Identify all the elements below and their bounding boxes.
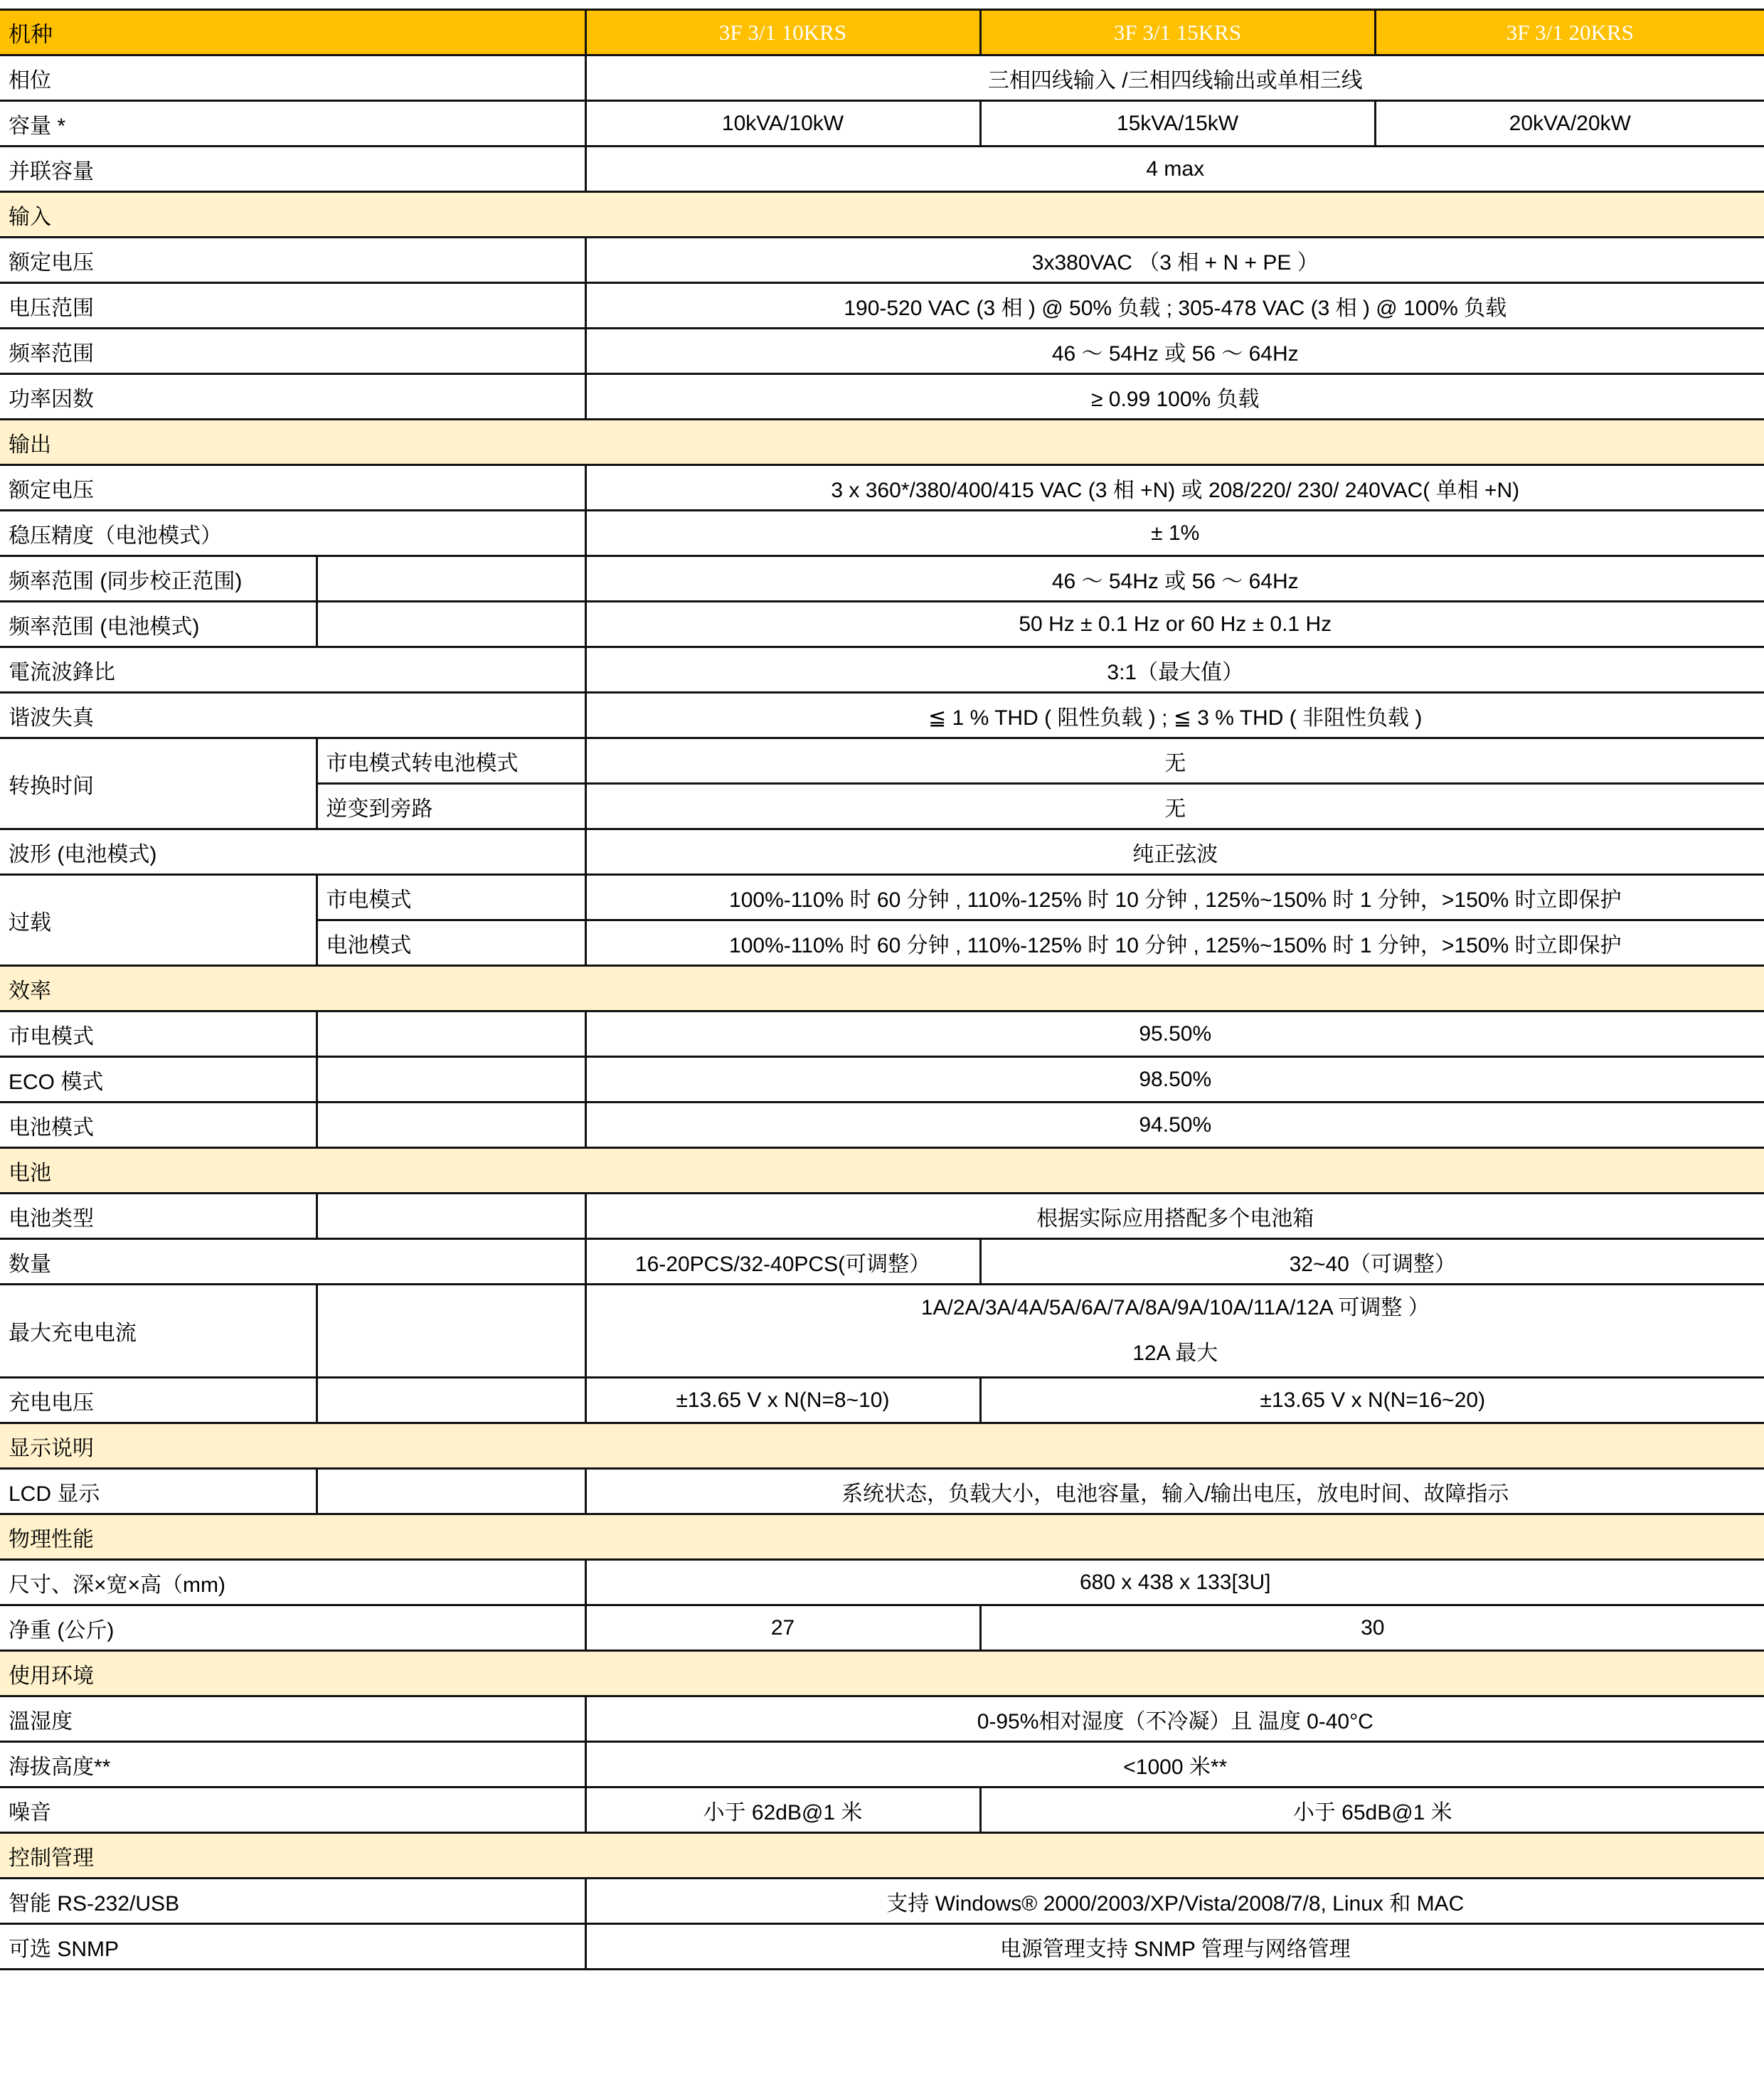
table-row [0,556,1764,602]
cell-value: 16-20PCS/32-40PCS(可调整） [585,1239,980,1285]
row-label: 转换时间 [0,738,317,829]
cell-value: ±13.65 V x N(N=16~20) [980,1378,1764,1423]
cell-value: 纯正弦波 [585,829,1764,875]
table-row [0,1742,1764,1788]
section-row [0,1651,1764,1696]
table-row [0,1924,1764,1970]
table-row [0,829,1764,875]
cell-value: 46 ～ 54Hz 或 56 ～ 64Hz [585,556,1764,602]
cell-value [317,1011,585,1057]
row-label: 显示说明 [0,1423,1764,1469]
table-row [0,738,1764,784]
cell-value: 95.50% [585,1011,1764,1057]
section-row [0,1423,1764,1469]
table-row [0,1560,1764,1605]
row-label: 波形 (电池模式) [0,829,585,875]
cell-value [317,1194,585,1239]
cell-value: 27 [585,1605,980,1651]
row-label: 智能 RS-232/USB [0,1879,585,1924]
cell-value: <1000 米** [585,1742,1764,1788]
table-row [0,1696,1764,1742]
row-label: 额定电压 [0,238,585,283]
row-label: 控制管理 [0,1833,1764,1879]
cell-value [317,1285,585,1378]
row-label: ECO 模式 [0,1057,317,1103]
row-label: 过载 [0,875,317,966]
cell-value: 3:1（最大值） [585,647,1764,693]
section-row [0,420,1764,465]
row-label: 海拔高度** [0,1742,585,1788]
row-label: 频率范围 (同步校正范围) [0,556,317,602]
table-row [0,1103,1764,1148]
table-row [0,647,1764,693]
table-row [0,147,1764,192]
table-row [0,1879,1764,1924]
row-label: 可选 SNMP [0,1924,585,1970]
section-row [0,1514,1764,1560]
row-label: 效率 [0,966,1764,1011]
table-row [0,238,1764,283]
cell-value: 三相四线输入 /三相四线输出或单相三线 [585,55,1764,101]
row-label: 频率范围 [0,329,585,374]
cell-value [317,1469,585,1514]
cell-value: 电源管理支持 SNMP 管理与网络管理 [585,1924,1764,1970]
row-label: 使用环境 [0,1651,1764,1696]
table-row [0,1285,1764,1378]
row-label: 净重 (公斤) [0,1605,585,1651]
cell-value: ≥ 0.99 100% 负载 [585,374,1764,420]
table-row [0,465,1764,511]
table-row [0,1011,1764,1057]
cell-value [585,1285,1764,1378]
cell-value: 100%-110% 时 60 分钟 , 110%-125% 时 10 分钟 , 125%~150% 时 1 分钟，>150% 时立即保护 [585,920,1764,966]
cell-value [317,1057,585,1103]
row-label: 尺寸、深×宽×高（mm) [0,1560,585,1605]
cell-value: 94.50% [585,1103,1764,1148]
table-row [0,1469,1764,1514]
row-label: 数量 [0,1239,585,1285]
cell-value: ±13.65 V x N(N=8~10) [585,1378,980,1423]
cell-line: 12A 最大 [1132,1342,1218,1365]
row-label: 额定电压 [0,465,585,511]
row-label: 相位 [0,55,585,101]
cell-value: 小于 62dB@1 米 [585,1788,980,1833]
spec-table-body [0,10,1764,1970]
table-row [0,283,1764,329]
cell-value: 3F 3/1 10KRS [585,10,980,55]
cell-value: 680 x 438 x 133[3U] [585,1560,1764,1605]
cell-value: 10kVA/10kW [585,101,980,147]
row-label: 电压范围 [0,283,585,329]
cell-value [317,556,585,602]
cell-value [317,1378,585,1423]
section-row [0,966,1764,1011]
cell-value: 小于 65dB@1 米 [980,1788,1764,1833]
table-row [0,1194,1764,1239]
cell-value: 无 [585,784,1764,829]
cell-value: ≦ 1 % THD ( 阻性负载 ) ; ≦ 3 % THD ( 非阻性负载 ) [585,693,1764,738]
table-row [0,1378,1764,1423]
row-label: LCD 显示 [0,1469,317,1514]
cell-value: 3F 3/1 20KRS [1375,10,1764,55]
table-row [0,101,1764,147]
cell-value: 根据实际应用搭配多个电池箱 [585,1194,1764,1239]
table-header-row [0,10,1764,55]
cell-value [317,602,585,647]
cell-value: 50 Hz ± 0.1 Hz or 60 Hz ± 0.1 Hz [585,602,1764,647]
row-label: 电池类型 [0,1194,317,1239]
cell-value: 无 [585,738,1764,784]
row-label: 容量 * [0,101,585,147]
table-row [0,1605,1764,1651]
cell-value: 30 [980,1605,1764,1651]
section-row [0,192,1764,238]
row-label: 市电模式 [317,875,585,920]
row-label: 频率范围 (电池模式) [0,602,317,647]
section-row [0,1148,1764,1194]
cell-line: 1A/2A/3A/4A/5A/6A/7A/8A/9A/10A/11A/12A 可调整 ） [920,1296,1430,1319]
row-label: 最大充电电流 [0,1285,317,1378]
cell-value: ± 1% [585,511,1764,556]
row-label: 电池 [0,1148,1764,1194]
row-label: 电池模式 [0,1103,317,1148]
row-label: 输出 [0,420,1764,465]
cell-value: 46 ～ 54Hz 或 56 ～ 64Hz [585,329,1764,374]
row-label: 噪音 [0,1788,585,1833]
table-row [0,1788,1764,1833]
table-row [0,511,1764,556]
row-label: 机种 [0,10,585,55]
row-label: 稳压精度（电池模式） [0,511,585,556]
cell-value: 系统状态，负载大小，电池容量，输入/输出电压，放电时间、故障指示 [585,1469,1764,1514]
spec-table [0,9,1764,1970]
cell-value: 3x380VAC （3 相 + N + PE ） [585,238,1764,283]
table-row [0,602,1764,647]
table-row [0,1057,1764,1103]
row-label: 逆变到旁路 [317,784,585,829]
cell-value [317,1103,585,1148]
row-label: 電流波鋒比 [0,647,585,693]
cell-value: 100%-110% 时 60 分钟 , 110%-125% 时 10 分钟 , 125%~150% 时 1 分钟，>150% 时立即保护 [585,875,1764,920]
cell-value: 3F 3/1 15KRS [980,10,1375,55]
table-row [0,875,1764,920]
cell-value: 190-520 VAC (3 相 ) @ 50% 负载 ; 305-478 VAC (3 相 ) @ 100% 负载 [585,283,1764,329]
row-label: 物理性能 [0,1514,1764,1560]
table-row [0,55,1764,101]
cell-value: 15kVA/15kW [980,101,1375,147]
row-label: 溫湿度 [0,1696,585,1742]
cell-value: 支持 Windows® 2000/2003/XP/Vista/2008/7/8, Linux 和 MAC [585,1879,1764,1924]
table-row [0,374,1764,420]
table-row [0,693,1764,738]
cell-value: 32~40（可调整） [980,1239,1764,1285]
row-label: 谐波失真 [0,693,585,738]
cell-value: 0-95%相对湿度（不冷凝）且 温度 0-40°C [585,1696,1764,1742]
cell-value: 20kVA/20kW [1375,101,1764,147]
row-label: 电池模式 [317,920,585,966]
row-label: 充电电压 [0,1378,317,1423]
row-label: 功率因数 [0,374,585,420]
row-label: 并联容量 [0,147,585,192]
row-label: 输入 [0,192,1764,238]
table-row [0,1239,1764,1285]
table-row [0,329,1764,374]
row-label: 市电模式转电池模式 [317,738,585,784]
section-row [0,1833,1764,1879]
row-label: 市电模式 [0,1011,317,1057]
cell-value: 98.50% [585,1057,1764,1103]
cell-value: 4 max [585,147,1764,192]
cell-value: 3 x 360*/380/400/415 VAC (3 相 +N) 或 208/220/ 230/ 240VAC( 单相 +N) [585,465,1764,511]
